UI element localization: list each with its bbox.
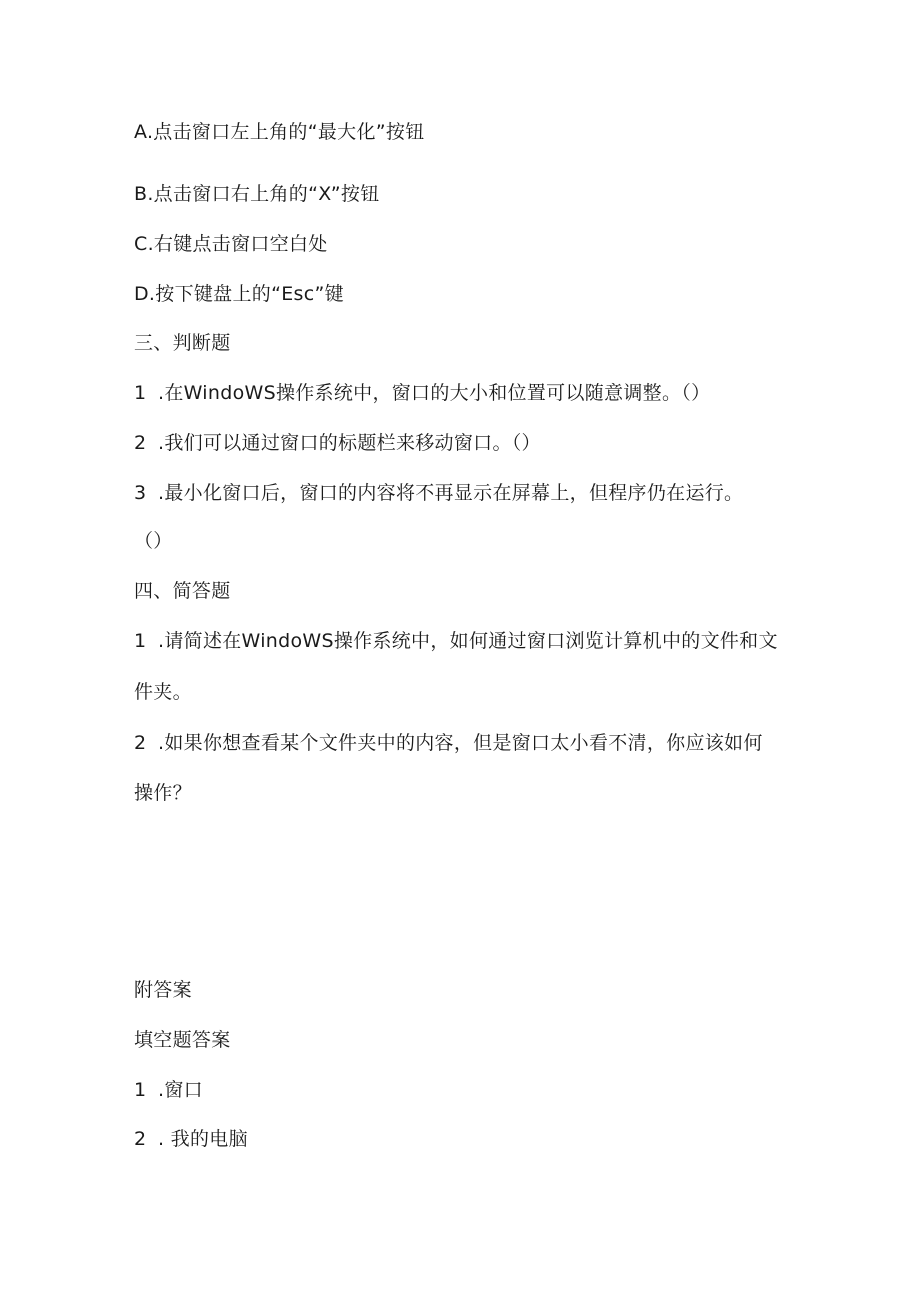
question-text: .我们可以通过窗口的标题栏来移动窗口。（）	[158, 432, 541, 454]
short-answer-question-2-continuation: 操作？	[134, 782, 192, 804]
answer-text: . 我的电脑	[158, 1128, 248, 1150]
choice-option-d: D.按下键盘上的“Esc”键	[134, 283, 344, 305]
question-text: .请简述在WindoWS操作系统中，如何通过窗口浏览计算机中的文件和文	[158, 630, 778, 652]
judge-section-heading: 三、判断题	[134, 332, 231, 354]
answers-heading: 附答案	[134, 979, 192, 1001]
answer-item-1	[134, 1078, 203, 1102]
short-answer-question-1-continuation: 件夹。	[134, 681, 192, 703]
question-number: 1	[134, 630, 147, 652]
choice-option-a: A.点击窗口左上角的“最大化”按钮	[134, 121, 425, 143]
choice-option-b: B.点击窗口右上角的“X”按钮	[134, 183, 380, 205]
question-text: .在WindoWS操作系统中，窗口的大小和位置可以随意调整。（）	[158, 382, 711, 404]
short-answer-section-heading: 四、简答题	[134, 580, 231, 602]
question-number: 3	[134, 482, 147, 504]
answer-text: .窗口	[158, 1079, 203, 1101]
answer-item-2	[134, 1127, 248, 1151]
answers-subheading: 填空题答案	[134, 1029, 231, 1051]
question-text: .最小化窗口后，窗口的内容将不再显示在屏幕上，但程序仍在运行。	[158, 482, 744, 504]
answer-number: 1	[134, 1079, 147, 1101]
question-number: 1	[134, 382, 147, 404]
question-text: .如果你想查看某个文件夹中的内容，但是窗口太小看不清，你应该如何	[158, 732, 763, 754]
short-answer-question-2	[134, 731, 763, 755]
question-number: 2	[134, 732, 147, 754]
short-answer-question-1	[134, 629, 778, 653]
judge-question-1	[134, 381, 710, 405]
question-number: 2	[134, 432, 147, 454]
judge-question-3-continuation: （）	[134, 530, 173, 552]
choice-option-c: C.右键点击窗口空白处	[134, 233, 328, 255]
judge-question-2	[134, 431, 541, 455]
judge-question-3	[134, 481, 743, 505]
answer-number: 2	[134, 1128, 147, 1150]
